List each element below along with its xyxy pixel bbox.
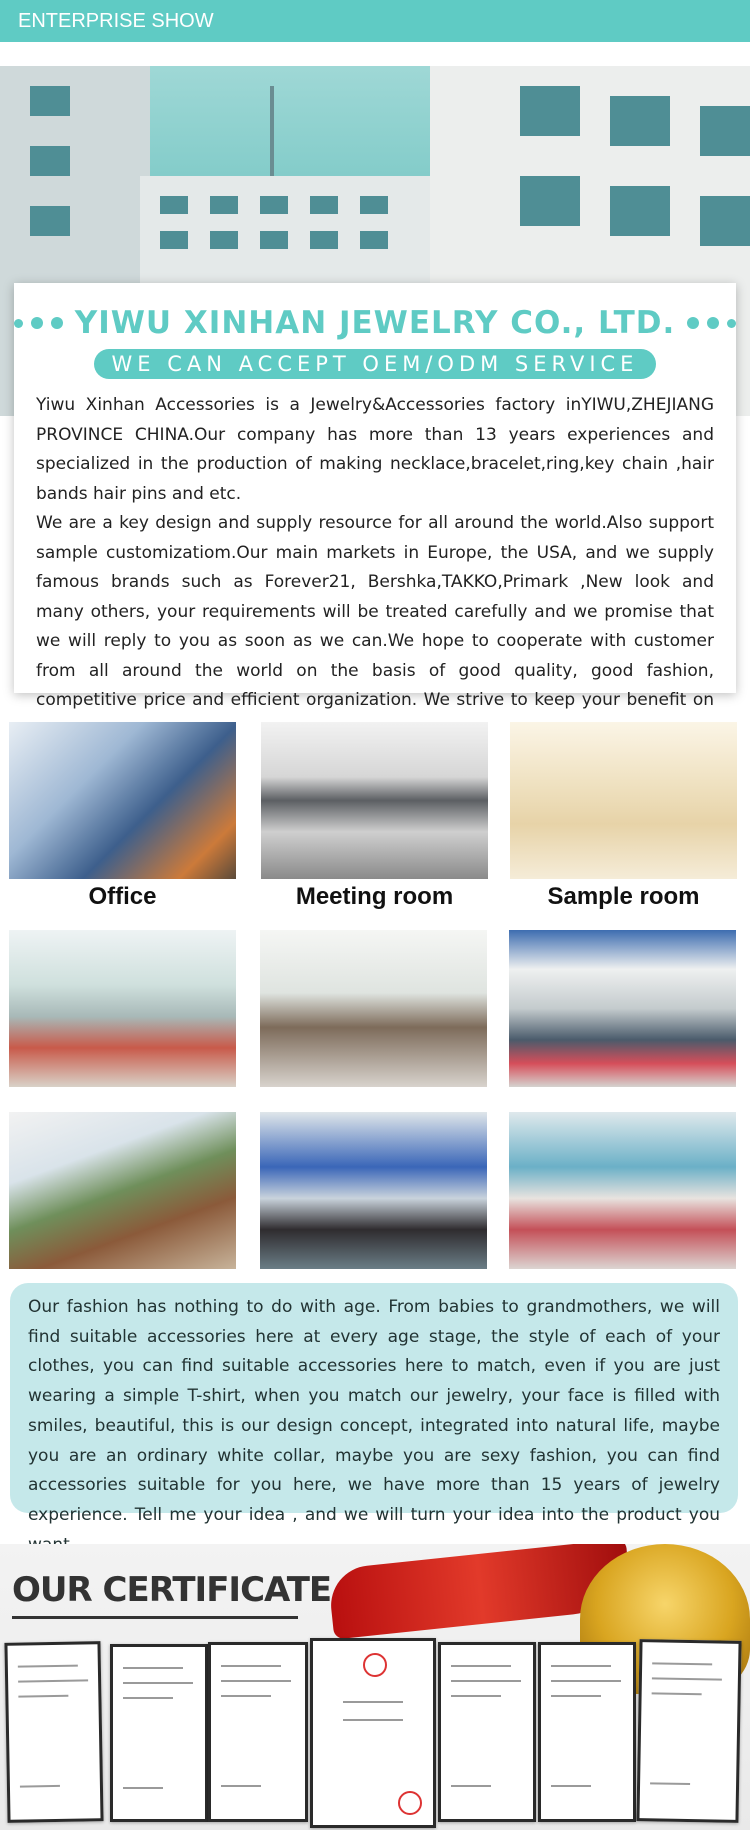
text-line <box>221 1785 261 1787</box>
company-title-row <box>36 301 714 345</box>
window <box>260 196 288 214</box>
workshop-photo <box>260 1112 487 1269</box>
window <box>610 186 670 236</box>
red-stamp <box>398 1791 422 1815</box>
trademark-certificate <box>310 1638 436 1828</box>
window <box>210 196 238 214</box>
text-line <box>551 1665 611 1667</box>
decorative-dots-left <box>14 317 63 329</box>
window <box>310 231 338 249</box>
certificate-document <box>4 1641 103 1823</box>
room-caption: Sample room <box>547 883 700 910</box>
text-line <box>451 1695 501 1697</box>
text-line <box>652 1677 722 1680</box>
room-caption: Office <box>88 883 157 910</box>
room-caption: Meeting room <box>295 883 454 910</box>
text-line <box>551 1785 591 1787</box>
certificate-document <box>438 1642 536 1822</box>
text-line <box>221 1680 291 1682</box>
window <box>260 231 288 249</box>
section-label: ENTERPRISE SHOW <box>18 10 214 32</box>
text-line <box>343 1701 403 1703</box>
text-line <box>343 1719 403 1721</box>
workshop-photo <box>9 930 236 1087</box>
window <box>210 231 238 249</box>
text-line <box>123 1787 163 1789</box>
fashion-statement-box <box>10 1283 738 1525</box>
workshop-photo <box>509 930 736 1087</box>
window <box>520 86 580 136</box>
text-line <box>652 1662 712 1665</box>
certificate-title: OUR CERTIFICATE <box>12 1570 332 1610</box>
text-line <box>451 1785 491 1787</box>
dot <box>727 319 736 328</box>
oem-service-banner: WE CAN ACCEPT OEM/ODM SERVICE <box>94 349 656 379</box>
certificate-document <box>208 1642 308 1822</box>
title-underline <box>12 1616 298 1619</box>
office-photo <box>9 722 236 879</box>
text-line <box>123 1667 183 1669</box>
text-line <box>451 1680 521 1682</box>
fashion-statement: Our fashion has nothing to do with age. From babies to grandmothers, we will find suitable accessories here at every age stage, the style of each of your clothes, you can find suitable accessories here to match, even if you are just wearing a simple T-shirt, when you match our jewelry, your face is filled with smiles, beautiful, this is our design concept, integrated into natural life, maybe you are an ordinary white collar, maybe you are sexy fashion, you can find accessories suitable for you here, we have more than 15 years of jewelry experience. Tell me your idea , and we will turn your idea into the product you <box>28 1297 720 1525</box>
workshop-photo <box>260 930 487 1087</box>
certificate-document <box>110 1644 208 1822</box>
text-line <box>221 1665 281 1667</box>
intro-paragraph: We are a key design and supply resource for all around the world.Also support sample customizatiom.Our main markets in Europe, the USA, and we supply famous brands such as Forever21, Bershka,TAKKO,Primark ,New look and many others, your requirements will be treated carefully and we promise that we will reply to you as soon as we can.We hope to cooperate with customer from all around the world on the basis of good quality, good fashion, competitive price and efficient organization. We strive to keep your benefit on <box>36 513 714 710</box>
text-line <box>18 1695 68 1698</box>
window <box>610 96 670 146</box>
window <box>160 196 188 214</box>
certificate-section <box>0 1544 750 1830</box>
workshop-photo <box>9 1112 236 1269</box>
window <box>360 196 388 214</box>
dot <box>687 317 699 329</box>
decorative-dots-right <box>687 317 736 329</box>
intro-paragraph: Yiwu Xinhan Accessories is a Jewelry&Accessories factory inYIWU,ZHEJIANG PROVINCE CHINA.Our company has more than 13 years experiences and specialized in the production of making necklace,bracelet,ring,key chain ,hair bands hair pins and etc. <box>36 395 714 504</box>
window <box>160 231 188 249</box>
window <box>310 196 338 214</box>
company-name: YIWU XINHAN JEWELRY CO., LTD. <box>74 305 676 341</box>
text-line <box>551 1695 601 1697</box>
window <box>30 206 70 236</box>
company-description <box>36 391 714 745</box>
text-line <box>20 1785 60 1788</box>
window <box>30 86 70 116</box>
text-line <box>18 1679 88 1682</box>
dot <box>707 317 719 329</box>
company-intro-card <box>14 283 736 710</box>
text-line <box>652 1692 702 1695</box>
certificate-document <box>538 1642 636 1822</box>
emblem-seal <box>363 1653 387 1677</box>
meeting-room-photo <box>261 722 488 879</box>
window <box>700 196 750 246</box>
dot <box>51 317 63 329</box>
antenna <box>270 86 274 176</box>
window <box>700 106 750 156</box>
text-line <box>650 1782 690 1785</box>
text-line <box>123 1682 193 1684</box>
dot <box>31 317 43 329</box>
dot <box>14 319 23 328</box>
window <box>520 176 580 226</box>
text-line <box>451 1665 511 1667</box>
section-header-bar <box>0 0 750 42</box>
window <box>30 146 70 176</box>
sample-room-photo <box>510 722 737 879</box>
text-line <box>123 1697 173 1699</box>
window <box>360 231 388 249</box>
text-line <box>551 1680 621 1682</box>
certificate-document <box>636 1639 741 1823</box>
text-line <box>18 1665 78 1668</box>
workshop-photo <box>509 1112 736 1269</box>
text-line <box>221 1695 271 1697</box>
